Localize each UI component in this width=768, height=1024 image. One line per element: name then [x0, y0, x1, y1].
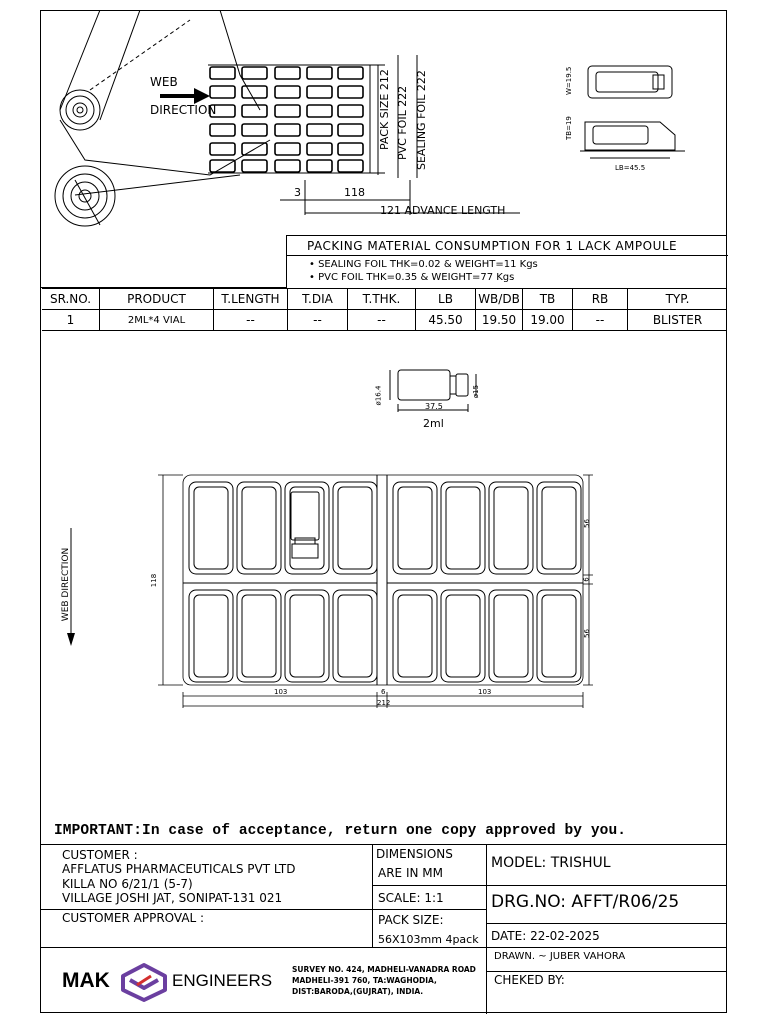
dim-mid-gap: 6: [381, 688, 386, 696]
company-engineers: ENGINEERS: [172, 971, 273, 990]
blister-cavity-outer: [237, 590, 281, 682]
svg-text:DIRECTION: DIRECTION: [150, 103, 217, 117]
svg-text:TB=19: TB=19: [565, 116, 573, 140]
drawn-by: DRAWN. ~ JUBER VAHORA: [494, 951, 626, 962]
dim-half-left: 103: [274, 688, 288, 696]
checked-by: CHEKED BY:: [494, 973, 565, 987]
blister-cavity-outer: [489, 590, 533, 682]
company-address-2: MADHELI-391 760, TA:WAGHODIA,: [292, 976, 437, 985]
blister-cavity-inner: [338, 595, 372, 677]
film-cavity: [307, 143, 332, 155]
top-process-drawing: [40, 10, 727, 235]
header-wbdb: WB/DB: [476, 289, 523, 309]
dimensions-line-1: DIMENSIONS: [376, 847, 453, 861]
header-srno: SR.NO.: [42, 289, 100, 309]
cell-product: 2ML*4 VIAL: [100, 310, 214, 330]
customer-label: CUSTOMER :: [62, 848, 138, 862]
vial-label: 2ml: [423, 417, 444, 430]
film-cavity: [307, 160, 332, 172]
down-arrow-icon: [66, 528, 76, 648]
film-cavity: [307, 86, 332, 98]
svg-text:3: 3: [294, 186, 301, 199]
cell-rb: --: [573, 310, 628, 330]
scale: SCALE: 1:1: [378, 891, 444, 905]
blister-cavity-outer: [237, 482, 281, 574]
film-cavity: [242, 67, 267, 79]
film-cavity: [275, 143, 300, 155]
header-rb: RB: [573, 289, 628, 309]
svg-text:PVC FOIL 222: PVC FOIL 222: [396, 85, 409, 160]
film-cavity: [275, 67, 300, 79]
blister-cavity-inner: [542, 487, 576, 569]
film-cavity: [338, 67, 363, 79]
film-cavity: [275, 160, 300, 172]
svg-text:W=19.5: W=19.5: [565, 66, 573, 95]
blister-cavity-inner: [446, 595, 480, 677]
blister-cavity-outer: [333, 482, 377, 574]
blister-cavity-inner: [242, 487, 276, 569]
film-cavity: [338, 86, 363, 98]
customer-address-1: KILLA NO 6/21/1 (5-7): [62, 877, 193, 891]
consumption-title: PACKING MATERIAL CONSUMPTION FOR 1 LACK AMPOULE: [307, 239, 678, 253]
film-cavity: [210, 124, 235, 136]
table-row: [42, 310, 727, 331]
dim-half-right: 103: [478, 688, 492, 696]
web-label: WEB: [150, 75, 178, 89]
film-cavity: [338, 160, 363, 172]
dim-gap: 6: [582, 577, 591, 582]
blister-cavity-outer: [285, 590, 329, 682]
blister-cavity-inner: [290, 595, 324, 677]
film-cavity: [338, 143, 363, 155]
blister-cavity-outer: [393, 482, 437, 574]
company-mak: MAK: [62, 969, 110, 992]
film-cavity: [307, 124, 332, 136]
film-cavity: [338, 124, 363, 136]
header-tdia: T.DIA: [288, 289, 348, 309]
svg-text:SEALING FOIL 222: SEALING FOIL 222: [415, 70, 428, 170]
film-cavity: [210, 67, 235, 79]
cell-tdia: --: [288, 310, 348, 330]
date: DATE: 22-02-2025: [491, 929, 600, 943]
film-cavity: [210, 143, 235, 155]
svg-text:121 ADVANCE LENGTH: 121 ADVANCE LENGTH: [380, 204, 506, 217]
pack-size-value: 56X103mm 4pack: [378, 933, 479, 946]
header-tb: TB: [523, 289, 573, 309]
blister-cavity-inner: [542, 595, 576, 677]
blister-cavity-inner: [194, 595, 228, 677]
header-lb: LB: [416, 289, 476, 309]
dim-row-bottom: 56: [582, 629, 591, 638]
vial-dia2: ø15: [472, 384, 481, 399]
company-address-1: SURVEY NO. 424, MADHELI-VANADRA ROAD: [292, 965, 476, 974]
blister-cavity-inner: [242, 595, 276, 677]
cell-wbdb: 19.50: [476, 310, 523, 330]
cell-tthk: --: [348, 310, 416, 330]
header-typ: TYP.: [665, 292, 690, 306]
film-cavity: [338, 105, 363, 117]
blister-cavity-inner: [494, 487, 528, 569]
film-cavity: [210, 86, 235, 98]
spec-table-header: [42, 288, 727, 310]
film-cavity: [275, 124, 300, 136]
vial-length: 37.5: [425, 402, 443, 411]
film-cavity: [210, 160, 235, 172]
consumption-line-2: • PVC FOIL THK=0.35 & WEIGHT=77 Kgs: [309, 272, 515, 283]
dim-height: 118: [150, 573, 159, 588]
film-cavity: [275, 86, 300, 98]
blister-cavity-outer: [189, 482, 233, 574]
blister-layout: [155, 470, 595, 715]
customer-address-2: VILLAGE JOSHI JAT, SONIPAT-131 021: [62, 891, 283, 905]
film-cavity: [307, 67, 332, 79]
blister-cavity-outer: [393, 590, 437, 682]
film-cavity: [275, 105, 300, 117]
film-cavity: [242, 86, 267, 98]
header-tlength: T.LENGTH: [214, 289, 288, 309]
blister-cavity-inner: [194, 487, 228, 569]
company-address-3: DIST:BARODA,(GUJRAT), INDIA.: [292, 987, 424, 996]
svg-text:118: 118: [344, 186, 365, 199]
blister-cavity-inner: [494, 595, 528, 677]
header-product: PRODUCT: [100, 289, 214, 309]
pack-size-label: PACK SIZE:: [378, 913, 444, 927]
blister-cavity-outer: [537, 482, 581, 574]
dim-row-top: 56: [582, 519, 591, 528]
drg-no: DRG.NO: AFFT/R06/25: [491, 892, 680, 912]
model: MODEL: TRISHUL: [491, 855, 611, 871]
cell-tlength: --: [214, 310, 288, 330]
blister-cavity-outer: [285, 482, 329, 574]
dimensions-line-2: ARE IN MM: [378, 866, 443, 880]
header-tthk: T.THK.: [348, 289, 416, 309]
film-cavity: [242, 105, 267, 117]
cell-typ: BLISTER: [652, 313, 703, 327]
consumption-line-1: • SEALING FOIL THK=0.02 & WEIGHT=11 Kgs: [309, 259, 538, 270]
customer-approval: CUSTOMER APPROVAL :: [62, 911, 205, 925]
blister-cavity-outer: [441, 590, 485, 682]
film-cavity: [242, 160, 267, 172]
important-note: IMPORTANT:In case of acceptance, return one copy approved by you.: [54, 823, 627, 839]
svg-text:PACK SIZE 212: PACK SIZE 212: [378, 69, 391, 150]
cell-lb: 45.50: [416, 310, 476, 330]
blister-web-direction: WEB DIRECTION: [61, 547, 72, 622]
blister-cavity-inner: [398, 595, 432, 677]
svg-text:LB=45.5: LB=45.5: [615, 164, 646, 172]
consumption-box: [286, 235, 727, 288]
mak-logo-icon: [118, 962, 170, 1002]
customer-name: AFFLATUS PHARMACEUTICALS PVT LTD: [62, 862, 296, 876]
blister-cavity-inner: [338, 487, 372, 569]
dim-total-width: 212: [377, 699, 391, 707]
blister-cavity-outer: [489, 482, 533, 574]
film-cavity: [307, 105, 332, 117]
blister-cavity-outer: [537, 590, 581, 682]
cell-tb: 19.00: [523, 310, 573, 330]
blister-cavity-outer: [333, 590, 377, 682]
cell-srno: 1: [42, 310, 100, 330]
blister-cavity-outer: [189, 590, 233, 682]
blister-cavity-outer: [441, 482, 485, 574]
vial-dia1: ø16.4: [374, 385, 383, 406]
blister-cavity-inner: [446, 487, 480, 569]
film-cavity: [242, 124, 267, 136]
blister-cavity-inner: [398, 487, 432, 569]
